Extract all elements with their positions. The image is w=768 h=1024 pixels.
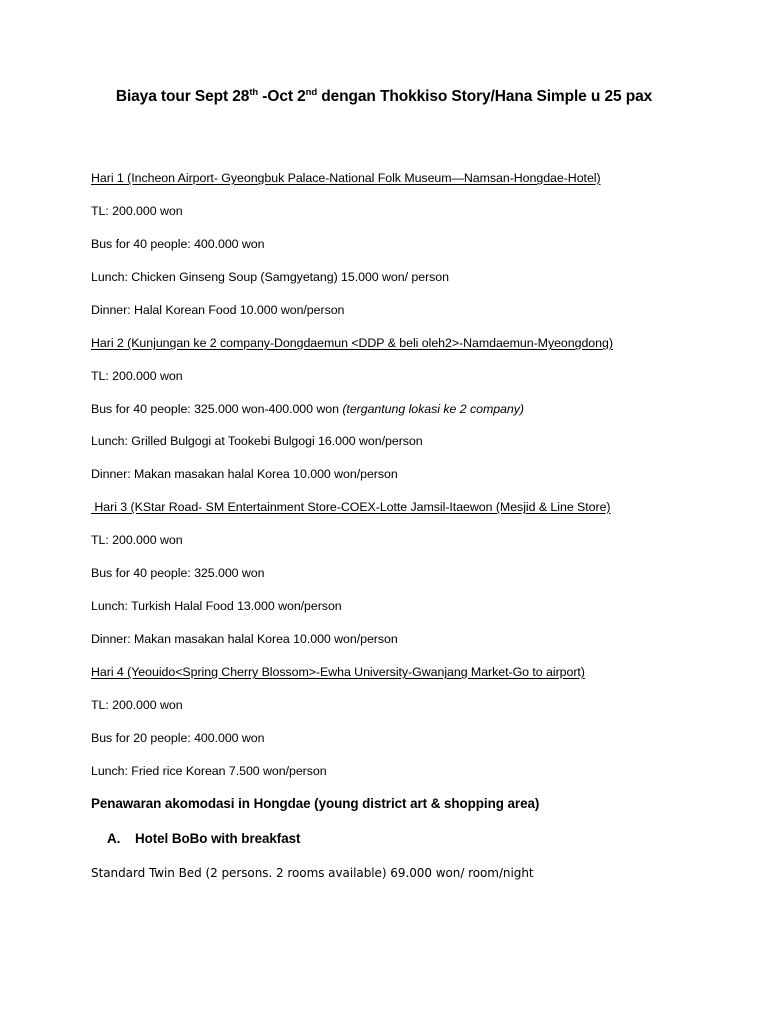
day1-heading: Hari 1 (Incheon Airport- Gyeongbuk Palace-National Folk Museum—Namsan-Hongdae-Hotel) <box>91 171 601 185</box>
day2-heading: Hari 2 (Kunjungan ke 2 company-Dongdaemun <DDP & beli oleh2>-Namdaemun-Myeongdong) <box>91 336 613 350</box>
room-offer: Standard Twin Bed (2 persons. 2 rooms available) 69.000 won/ room/night <box>91 866 534 880</box>
day3-heading: Hari 3 (KStar Road- SM Entertainment Store-COEX-Lotte Jamsil-Itaewon (Mesjid & Line Store) <box>91 500 611 514</box>
day2-tl: TL: 200.000 won <box>91 369 183 383</box>
day1-tl: TL: 200.000 won <box>91 204 183 218</box>
day4-tl: TL: 200.000 won <box>91 698 183 712</box>
day2-bus: Bus for 40 people: 325.000 won-400.000 won <box>91 402 343 416</box>
title-part-1: Biaya tour Sept 28 <box>115 88 250 105</box>
day4-heading: Hari 4 (Yeouido<Spring Cherry Blossom>-Ewha University-Gwanjang Market-Go to airport) <box>91 665 585 679</box>
document-title <box>0 88 768 106</box>
title-part-3: dengan Thokkiso Story/Hana Simple u 25 pax <box>317 88 653 105</box>
day3-tl: TL: 200.000 won <box>91 533 183 547</box>
day2-lunch: Lunch: Grilled Bulgogi at Tookebi Bulgogi 16.000 won/person <box>91 434 423 448</box>
hotel-list-marker: A. <box>107 831 121 846</box>
hotel-list-item <box>107 831 300 846</box>
day3-lunch: Lunch: Turkish Halal Food 13.000 won/person <box>91 599 342 613</box>
day1-dinner: Dinner: Halal Korean Food 10.000 won/person <box>91 303 345 317</box>
title-part-2: -Oct 2 <box>258 88 306 105</box>
day4-lunch: Lunch: Fried rice Korean 7.500 won/person <box>91 764 327 778</box>
day3-dinner: Dinner: Makan masakan halal Korea 10.000 won/person <box>91 632 398 646</box>
day2-dinner: Dinner: Makan masakan halal Korea 10.000 won/person <box>91 467 398 481</box>
day2-bus-note: (tergantung lokasi ke 2 company) <box>342 402 524 416</box>
title-superscript-2: nd <box>305 87 318 98</box>
hotel-name: Hotel BoBo with breakfast <box>135 831 301 846</box>
title-superscript-1: th <box>249 87 259 98</box>
day2-bus-line <box>91 402 524 416</box>
day1-lunch: Lunch: Chicken Ginseng Soup (Samgyetang) 15.000 won/ person <box>91 270 449 284</box>
day1-bus: Bus for 40 people: 400.000 won <box>91 237 265 251</box>
accommodation-heading: Penawaran akomodasi in Hongdae (young district art & shopping area) <box>91 796 540 811</box>
day3-bus: Bus for 40 people: 325.000 won <box>91 566 265 580</box>
day4-bus: Bus for 20 people: 400.000 won <box>91 731 265 745</box>
